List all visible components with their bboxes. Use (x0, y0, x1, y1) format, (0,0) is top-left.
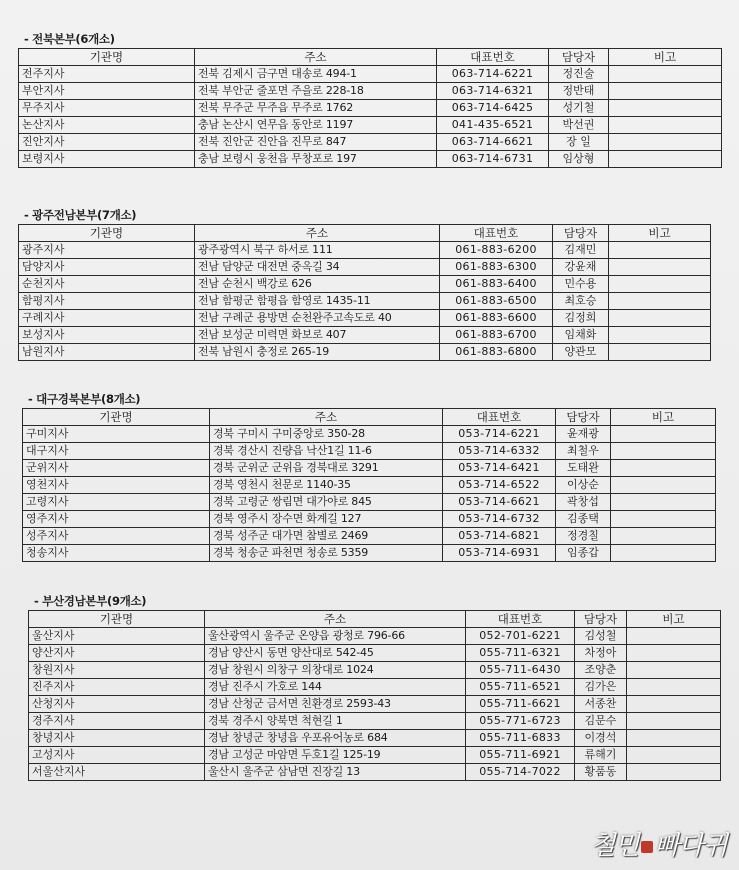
cell-phone: 055-714-7022 (466, 764, 575, 781)
cell-phone: 053-714-6732 (443, 511, 556, 528)
cell-manager: 윤재광 (556, 426, 611, 443)
cell-phone: 063-714-6221 (437, 66, 549, 83)
cell-phone: 063-714-6731 (437, 151, 549, 168)
column-header-phone: 대표번호 (443, 409, 556, 426)
cell-note (627, 628, 721, 645)
cell-name: 진주지사 (29, 679, 205, 696)
cell-phone: 053-714-6421 (443, 460, 556, 477)
cell-note (611, 545, 716, 562)
cell-name: 구례지사 (19, 310, 195, 327)
cell-address: 전북 무주군 무주읍 무주로 1762 (195, 100, 437, 117)
cell-note (609, 310, 711, 327)
cell-address: 전북 진안군 진안읍 진무로 847 (195, 134, 437, 151)
cell-phone: 053-714-6621 (443, 494, 556, 511)
cell-note (611, 494, 716, 511)
table-header-row (23, 409, 716, 426)
cell-manager: 민수용 (553, 276, 609, 293)
cell-note (627, 645, 721, 662)
table-row (29, 730, 721, 747)
cell-note (611, 528, 716, 545)
cell-note (609, 276, 711, 293)
cell-phone: 055-711-6621 (466, 696, 575, 713)
cell-manager: 임채화 (553, 327, 609, 344)
watermark-logo: 철민 빠다귀 (590, 831, 727, 861)
cell-address: 경남 진주시 가호로 144 (205, 679, 466, 696)
section-title: - 대구경북본부(8개소) (28, 392, 141, 406)
cell-manager: 정경칠 (556, 528, 611, 545)
cell-phone: 063-714-6321 (437, 83, 549, 100)
cell-name: 대구지사 (23, 443, 210, 460)
column-header-name: 기관명 (23, 409, 210, 426)
cell-address: 경북 구미시 구미중앙로 350-28 (210, 426, 443, 443)
cell-name: 논산지사 (19, 117, 195, 134)
cell-note (627, 764, 721, 781)
cell-note (611, 477, 716, 494)
table-row (19, 66, 722, 83)
cell-name: 창녕지사 (29, 730, 205, 747)
table-row (19, 293, 711, 310)
cell-address: 경북 성주군 대가면 참별로 2469 (210, 528, 443, 545)
cell-name: 구미지사 (23, 426, 210, 443)
column-header-address: 주소 (195, 49, 437, 66)
column-header-name: 기관명 (29, 611, 205, 628)
table-row (23, 460, 716, 477)
cell-manager: 강윤채 (553, 259, 609, 276)
table-row (29, 764, 721, 781)
section-title: - 부산경남본부(9개소) (34, 594, 147, 608)
cell-name: 고성지사 (29, 747, 205, 764)
cell-phone: 061-883-6300 (440, 259, 553, 276)
cell-note (609, 293, 711, 310)
cell-name: 울산지사 (29, 628, 205, 645)
cell-name: 광주지사 (19, 242, 195, 259)
column-header-manager: 담당자 (553, 225, 609, 242)
cell-phone: 053-714-6221 (443, 426, 556, 443)
column-header-manager: 담당자 (549, 49, 609, 66)
cell-manager: 김문수 (575, 713, 627, 730)
cell-manager: 이상순 (556, 477, 611, 494)
office-table (18, 48, 722, 168)
cell-name: 성주지사 (23, 528, 210, 545)
cell-address: 경북 경주시 양북면 척현길 1 (205, 713, 466, 730)
column-header-phone: 대표번호 (440, 225, 553, 242)
cell-phone: 055-711-6521 (466, 679, 575, 696)
cell-note (609, 134, 722, 151)
cell-address: 전남 순천시 백강로 626 (195, 276, 440, 293)
cell-address: 경남 고성군 마암면 두호1길 125-19 (205, 747, 466, 764)
column-header-note: 비고 (609, 49, 722, 66)
office-table (18, 224, 711, 361)
table-row (19, 100, 722, 117)
cell-phone: 052-701-6221 (466, 628, 575, 645)
column-header-manager: 담당자 (556, 409, 611, 426)
cell-note (627, 679, 721, 696)
cell-phone: 055-711-6833 (466, 730, 575, 747)
column-header-address: 주소 (210, 409, 443, 426)
cell-manager: 김종택 (556, 511, 611, 528)
table-row (19, 151, 722, 168)
section-title: - 전북본부(6개소) (24, 32, 115, 46)
cell-note (627, 662, 721, 679)
cell-note (609, 117, 722, 134)
cell-note (609, 327, 711, 344)
column-header-address: 주소 (195, 225, 440, 242)
column-header-note: 비고 (627, 611, 721, 628)
table-row (29, 747, 721, 764)
section-title: - 광주전남본부(7개소) (24, 208, 137, 222)
cell-name: 군위지사 (23, 460, 210, 477)
table-header-row (19, 225, 711, 242)
table-row (19, 276, 711, 293)
cell-name: 진안지사 (19, 134, 195, 151)
cell-phone: 055-711-6921 (466, 747, 575, 764)
cell-phone: 061-883-6800 (440, 344, 553, 361)
cell-note (627, 747, 721, 764)
cell-manager: 임상형 (549, 151, 609, 168)
section-jeonbuk (18, 30, 722, 168)
cell-note (609, 259, 711, 276)
cell-phone: 061-883-6400 (440, 276, 553, 293)
cell-phone: 055-771-6723 (466, 713, 575, 730)
table-row (19, 259, 711, 276)
cell-address: 울산시 울주군 삼남면 진장길 13 (205, 764, 466, 781)
table-header-row (19, 49, 722, 66)
table-row (23, 528, 716, 545)
cell-name: 창원지사 (29, 662, 205, 679)
cell-name: 보성지사 (19, 327, 195, 344)
cell-manager: 성기철 (549, 100, 609, 117)
cell-name: 순천지사 (19, 276, 195, 293)
cell-manager: 차정아 (575, 645, 627, 662)
cell-address: 경북 영주시 장수면 화계길 127 (210, 511, 443, 528)
table-row (23, 511, 716, 528)
cell-name: 고령지사 (23, 494, 210, 511)
table-header-row (29, 611, 721, 628)
table-row (19, 310, 711, 327)
cell-address: 경북 고령군 쌍림면 대가야로 845 (210, 494, 443, 511)
table-row (29, 679, 721, 696)
cell-name: 산청지사 (29, 696, 205, 713)
cell-manager: 정반태 (549, 83, 609, 100)
table-row (23, 477, 716, 494)
cell-manager: 조양춘 (575, 662, 627, 679)
table-row (19, 327, 711, 344)
cell-address: 전남 구례군 용방면 순천완주고속도로 40 (195, 310, 440, 327)
cell-address: 전남 함평군 함평읍 함영로 1435-11 (195, 293, 440, 310)
cell-address: 전남 담양군 대전면 중옥길 34 (195, 259, 440, 276)
office-table (22, 408, 716, 562)
cell-manager: 김정희 (553, 310, 609, 327)
cell-phone: 053-714-6931 (443, 545, 556, 562)
cell-manager: 정진술 (549, 66, 609, 83)
cell-name: 전주지사 (19, 66, 195, 83)
table-row (29, 628, 721, 645)
cell-name: 보령지사 (19, 151, 195, 168)
cell-phone: 061-883-6200 (440, 242, 553, 259)
cell-manager: 김성철 (575, 628, 627, 645)
table-row (19, 344, 711, 361)
table-row (29, 713, 721, 730)
cell-manager: 이경석 (575, 730, 627, 747)
table-row (23, 426, 716, 443)
cell-note (611, 426, 716, 443)
cell-manager: 최철우 (556, 443, 611, 460)
cell-note (627, 713, 721, 730)
cell-address: 전북 남원시 충정로 265-19 (195, 344, 440, 361)
cell-manager: 김재민 (553, 242, 609, 259)
cell-phone: 055-711-6321 (466, 645, 575, 662)
cell-name: 청송지사 (23, 545, 210, 562)
cell-address: 경남 창원시 의창구 의창대로 1024 (205, 662, 466, 679)
cell-note (609, 151, 722, 168)
cell-note (611, 511, 716, 528)
cell-address: 경남 양산시 동면 양산대로 542-45 (205, 645, 466, 662)
cell-phone: 063-714-6621 (437, 134, 549, 151)
cell-manager: 김가은 (575, 679, 627, 696)
cell-address: 울산광역시 울주군 온양읍 광청로 796-66 (205, 628, 466, 645)
cell-phone: 053-714-6332 (443, 443, 556, 460)
cell-address: 충남 보령시 웅천읍 무창포로 197 (195, 151, 437, 168)
cell-address: 전북 김제시 금구면 대송로 494-1 (195, 66, 437, 83)
cell-note (611, 460, 716, 477)
table-row (19, 242, 711, 259)
table-row (23, 443, 716, 460)
cell-name: 서울산지사 (29, 764, 205, 781)
cell-manager: 임종갑 (556, 545, 611, 562)
cell-manager: 황품동 (575, 764, 627, 781)
cell-name: 영천지사 (23, 477, 210, 494)
cell-name: 함평지사 (19, 293, 195, 310)
cell-phone: 053-714-6821 (443, 528, 556, 545)
table-row (19, 83, 722, 100)
cell-name: 영주지사 (23, 511, 210, 528)
cell-address: 경남 산청군 금서면 친환경로 2593-43 (205, 696, 466, 713)
column-header-name: 기관명 (19, 225, 195, 242)
cell-address: 경북 군위군 군위읍 경북대로 3291 (210, 460, 443, 477)
column-header-phone: 대표번호 (466, 611, 575, 628)
cell-note (609, 83, 722, 100)
cell-note (609, 100, 722, 117)
column-header-name: 기관명 (19, 49, 195, 66)
cell-name: 부안지사 (19, 83, 195, 100)
cell-phone: 041-435-6521 (437, 117, 549, 134)
cell-manager: 박선권 (549, 117, 609, 134)
table-row (29, 662, 721, 679)
cell-phone: 061-883-6600 (440, 310, 553, 327)
cell-manager: 곽창섭 (556, 494, 611, 511)
cell-address: 광주광역시 북구 하서로 111 (195, 242, 440, 259)
cell-note (611, 443, 716, 460)
cell-note (627, 696, 721, 713)
cell-address: 전북 부안군 줄포면 주을로 228-18 (195, 83, 437, 100)
table-row (29, 696, 721, 713)
seal-icon (641, 841, 653, 853)
cell-phone: 055-711-6430 (466, 662, 575, 679)
cell-manager: 도태완 (556, 460, 611, 477)
column-header-note: 비고 (611, 409, 716, 426)
cell-address: 경북 청송군 파천면 청송로 5359 (210, 545, 443, 562)
cell-name: 담양지사 (19, 259, 195, 276)
section-gwangju-jeonnam (18, 206, 711, 361)
cell-note (609, 242, 711, 259)
cell-manager: 류해기 (575, 747, 627, 764)
cell-manager: 장 일 (549, 134, 609, 151)
column-header-address: 주소 (205, 611, 466, 628)
cell-manager: 양관모 (553, 344, 609, 361)
cell-note (609, 344, 711, 361)
cell-name: 양산지사 (29, 645, 205, 662)
column-header-note: 비고 (609, 225, 711, 242)
cell-name: 무주지사 (19, 100, 195, 117)
cell-phone: 063-714-6425 (437, 100, 549, 117)
cell-address: 경북 경산시 진량읍 낙산1길 11-6 (210, 443, 443, 460)
cell-address: 경북 영천시 천문로 1140-35 (210, 477, 443, 494)
cell-phone: 061-883-6500 (440, 293, 553, 310)
cell-address: 전남 보성군 미력면 화보로 407 (195, 327, 440, 344)
cell-phone: 061-883-6700 (440, 327, 553, 344)
cell-name: 경주지사 (29, 713, 205, 730)
table-row (23, 494, 716, 511)
section-busan-gyeongnam (28, 592, 721, 781)
cell-address: 충남 논산시 연무읍 동안로 1197 (195, 117, 437, 134)
table-row (19, 134, 722, 151)
table-row (29, 645, 721, 662)
office-table (28, 610, 721, 781)
column-header-phone: 대표번호 (437, 49, 549, 66)
section-daegu-gyeongbuk (22, 390, 716, 562)
cell-note (609, 66, 722, 83)
table-row (23, 545, 716, 562)
cell-manager: 서종찬 (575, 696, 627, 713)
table-row (19, 117, 722, 134)
cell-note (627, 730, 721, 747)
cell-manager: 최호승 (553, 293, 609, 310)
cell-address: 경남 창녕군 창녕읍 우포유어농로 684 (205, 730, 466, 747)
cell-name: 남원지사 (19, 344, 195, 361)
cell-phone: 053-714-6522 (443, 477, 556, 494)
column-header-manager: 담당자 (575, 611, 627, 628)
